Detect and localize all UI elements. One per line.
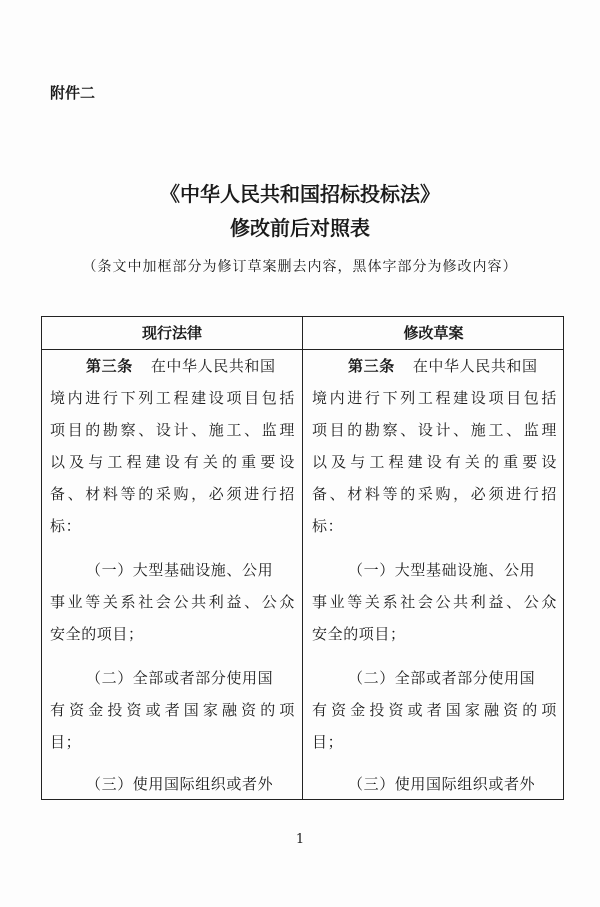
text-line: 事业等关系社会公共利益、公众	[312, 593, 557, 611]
document-title: 《中华人民共和国招标投标法》	[160, 182, 440, 206]
draft-amendment-column	[312, 350, 557, 800]
page-number: 1	[295, 832, 305, 847]
text-line: （三）使用国际组织或者外	[348, 775, 536, 793]
article-label: 第三条	[86, 357, 133, 375]
text-line: 标：	[312, 517, 344, 535]
text-line: （一）大型基础设施、公用	[86, 561, 274, 579]
text-line: （二）全部或者部分使用国	[348, 669, 536, 687]
text-line: 项目的勘察、设计、施工、监理	[50, 421, 295, 439]
article-line	[312, 350, 557, 382]
text-line: （一）大型基础设施、公用	[348, 561, 536, 579]
current-law-column	[50, 350, 295, 800]
article-text: 在中华人民共和国	[150, 357, 276, 375]
text-line: 目；	[50, 733, 82, 751]
text-line: 安全的项目；	[50, 625, 144, 643]
text-line: 备、材料等的采购，必须进行招	[50, 485, 295, 503]
text-line: 目；	[312, 733, 344, 751]
text-line: 以及与工程建设有关的重要设	[50, 453, 295, 471]
text-line: 有资金投资或者国家融资的项	[50, 701, 295, 719]
article-line	[50, 350, 295, 382]
text-line: 境内进行下列工程建设项目包括	[50, 389, 295, 407]
text-line: 有资金投资或者国家融资的项	[312, 701, 557, 719]
comparison-table	[41, 316, 564, 800]
header-draft-amendment: 修改草案	[403, 324, 464, 342]
text-line: （二）全部或者部分使用国	[86, 669, 274, 687]
header-current-law: 现行法律	[141, 324, 202, 342]
text-line: 标：	[50, 517, 82, 535]
text-line: 项目的勘察、设计、施工、监理	[312, 421, 557, 439]
attachment-label: 附件二	[50, 84, 96, 102]
text-line: 事业等关系社会公共利益、公众	[50, 593, 295, 611]
article-text: 在中华人民共和国	[412, 357, 538, 375]
text-line: 备、材料等的采购，必须进行招	[312, 485, 557, 503]
text-line: 安全的项目；	[312, 625, 406, 643]
document-subtitle: 修改前后对照表	[230, 216, 370, 240]
document-note: （条文中加框部分为修订草案删去内容，黑体字部分为修改内容）	[82, 259, 518, 275]
text-line: 以及与工程建设有关的重要设	[312, 453, 557, 471]
text-line: （三）使用国际组织或者外	[86, 775, 274, 793]
column-divider	[302, 317, 303, 799]
article-label: 第三条	[348, 357, 395, 375]
text-line: 境内进行下列工程建设项目包括	[312, 389, 557, 407]
